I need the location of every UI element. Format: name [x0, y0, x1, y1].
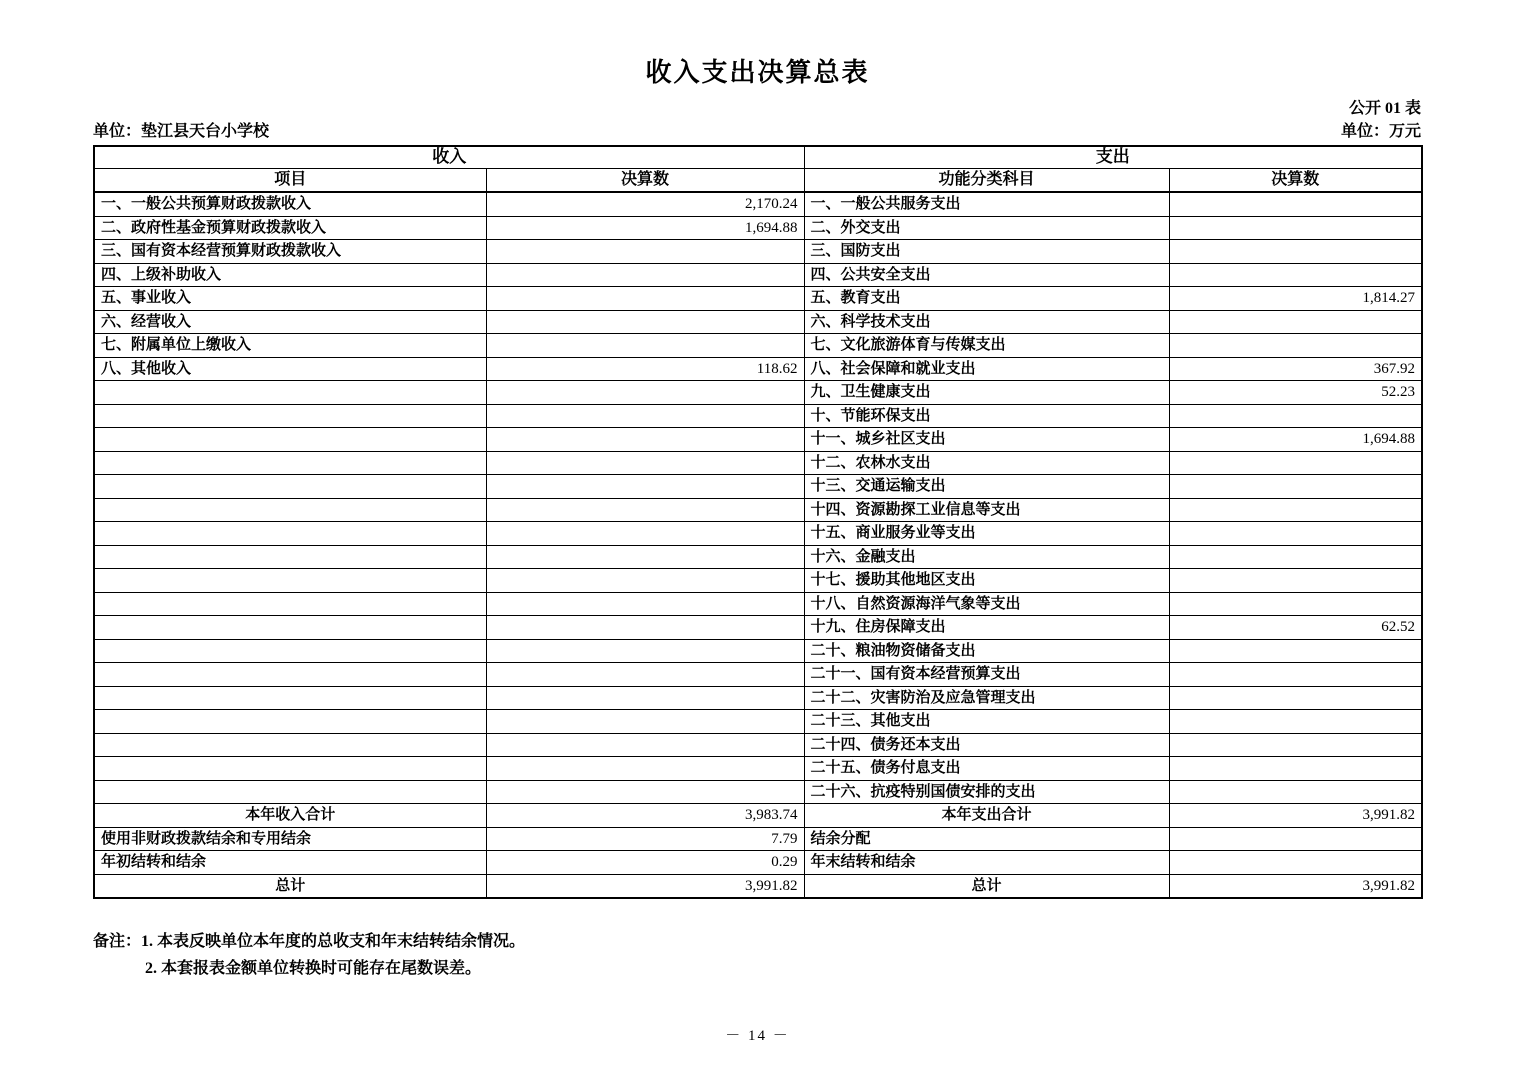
expense-item-cell: 十六、金融支出 — [804, 545, 1169, 569]
expense-item-cell: 十三、交通运输支出 — [804, 475, 1169, 499]
income-amount-cell — [486, 475, 804, 499]
section-header-row — [94, 146, 1422, 169]
table-row — [94, 592, 1422, 616]
income-item-cell — [94, 522, 486, 546]
unit-name: 单位：垫江县天台小学校 — [93, 123, 270, 140]
table-row — [94, 381, 1422, 405]
income-amount-cell — [486, 780, 804, 804]
expense-amount-cell — [1169, 639, 1422, 663]
income-amount-cell — [486, 686, 804, 710]
income-item-cell — [94, 404, 486, 428]
income-item-cell — [94, 639, 486, 663]
expense-amount-cell — [1169, 827, 1422, 851]
income-amount-cell — [486, 334, 804, 358]
table-row — [94, 451, 1422, 475]
table-row — [94, 240, 1422, 264]
expense-amount-cell: 3,991.82 — [1169, 804, 1422, 828]
income-item-cell — [94, 663, 486, 687]
notes — [93, 928, 525, 982]
expense-item-cell: 二十二、灾害防治及应急管理支出 — [804, 686, 1169, 710]
expense-item-cell: 十七、援助其他地区支出 — [804, 569, 1169, 593]
col-header-income-item: 项目 — [94, 169, 486, 193]
expense-item-cell: 结余分配 — [804, 827, 1169, 851]
income-item-cell — [94, 592, 486, 616]
income-amount-cell — [486, 263, 804, 287]
income-item-cell: 四、上级补助收入 — [94, 263, 486, 287]
unit-currency: 单位：万元 — [1340, 123, 1421, 140]
expense-item-cell: 十四、资源勘探工业信息等支出 — [804, 498, 1169, 522]
expense-amount-cell — [1169, 263, 1422, 287]
expense-item-cell: 二十三、其他支出 — [804, 710, 1169, 734]
expense-section-header: 支出 — [804, 146, 1422, 169]
income-item-cell — [94, 428, 486, 452]
expense-amount-cell — [1169, 310, 1422, 334]
income-amount-cell — [486, 451, 804, 475]
income-amount-cell — [486, 240, 804, 264]
income-section-header: 收入 — [94, 146, 804, 169]
income-amount-cell — [486, 310, 804, 334]
income-amount-cell — [486, 733, 804, 757]
table-row — [94, 522, 1422, 546]
table-row — [94, 404, 1422, 428]
expense-amount-cell — [1169, 851, 1422, 875]
table-row — [94, 216, 1422, 240]
income-item-cell: 年初结转和结余 — [94, 851, 486, 875]
expense-item-cell: 五、教育支出 — [804, 287, 1169, 311]
table-row — [94, 616, 1422, 640]
expense-amount-cell — [1169, 334, 1422, 358]
note-line-2: 2. 本套报表金额单位转换时可能存在尾数误差。 — [145, 960, 482, 978]
income-item-cell — [94, 757, 486, 781]
income-item-cell — [94, 686, 486, 710]
doc-label: 公开 01 表 — [1348, 100, 1421, 117]
income-item-cell: 三、国有资本经营预算财政拨款收入 — [94, 240, 486, 264]
income-item-cell — [94, 616, 486, 640]
income-item-cell: 八、其他收入 — [94, 357, 486, 381]
income-item-cell — [94, 710, 486, 734]
expense-item-cell: 二十、粮油物资储备支出 — [804, 639, 1169, 663]
table-row — [94, 710, 1422, 734]
table-row — [94, 780, 1422, 804]
income-amount-cell — [486, 381, 804, 405]
income-amount-cell: 3,983.74 — [486, 804, 804, 828]
table-row — [94, 874, 1422, 898]
table-row — [94, 663, 1422, 687]
income-item-cell — [94, 733, 486, 757]
expense-item-cell: 二十五、债务付息支出 — [804, 757, 1169, 781]
expense-item-cell: 六、科学技术支出 — [804, 310, 1169, 334]
expense-amount-cell: 3,991.82 — [1169, 874, 1422, 898]
expense-item-cell: 三、国防支出 — [804, 240, 1169, 264]
income-item-cell: 一、一般公共预算财政拨款收入 — [94, 192, 486, 216]
expense-amount-cell — [1169, 240, 1422, 264]
expense-amount-cell — [1169, 686, 1422, 710]
table-row — [94, 263, 1422, 287]
income-item-cell — [94, 475, 486, 499]
table-row — [94, 757, 1422, 781]
expense-amount-cell: 1,694.88 — [1169, 428, 1422, 452]
income-amount-cell — [486, 545, 804, 569]
expense-item-cell: 十一、城乡社区支出 — [804, 428, 1169, 452]
table-body — [94, 192, 1422, 898]
expense-item-cell: 二、外交支出 — [804, 216, 1169, 240]
unit-row — [93, 118, 1421, 141]
table-row — [94, 851, 1422, 875]
income-amount-cell — [486, 757, 804, 781]
expense-item-cell: 十八、自然资源海洋气象等支出 — [804, 592, 1169, 616]
expense-amount-cell: 52.23 — [1169, 381, 1422, 405]
table-row — [94, 498, 1422, 522]
income-amount-cell: 118.62 — [486, 357, 804, 381]
expense-amount-cell — [1169, 522, 1422, 546]
income-amount-cell — [486, 428, 804, 452]
expense-amount-cell: 367.92 — [1169, 357, 1422, 381]
table-row — [94, 310, 1422, 334]
expense-item-cell: 二十六、抗疫特别国债安排的支出 — [804, 780, 1169, 804]
income-amount-cell: 1,694.88 — [486, 216, 804, 240]
table-row — [94, 475, 1422, 499]
income-amount-cell — [486, 639, 804, 663]
expense-amount-cell — [1169, 569, 1422, 593]
income-item-cell: 总计 — [94, 874, 486, 898]
table-row — [94, 569, 1422, 593]
expense-item-cell: 二十一、国有资本经营预算支出 — [804, 663, 1169, 687]
income-amount-cell — [486, 404, 804, 428]
col-header-expense-amount: 决算数 — [1169, 169, 1422, 193]
table-row — [94, 287, 1422, 311]
expense-item-cell: 总计 — [804, 874, 1169, 898]
table-row — [94, 545, 1422, 569]
income-item-cell — [94, 545, 486, 569]
expense-amount-cell: 1,814.27 — [1169, 287, 1422, 311]
expense-item-cell: 十五、商业服务业等支出 — [804, 522, 1169, 546]
expense-amount-cell — [1169, 592, 1422, 616]
income-item-cell — [94, 569, 486, 593]
income-item-cell — [94, 780, 486, 804]
table-row — [94, 827, 1422, 851]
expense-item-cell: 年末结转和结余 — [804, 851, 1169, 875]
expense-amount-cell: 62.52 — [1169, 616, 1422, 640]
expense-amount-cell — [1169, 757, 1422, 781]
income-item-cell — [94, 381, 486, 405]
expense-item-cell: 一、一般公共服务支出 — [804, 192, 1169, 216]
income-item-cell: 五、事业收入 — [94, 287, 486, 311]
income-amount-cell — [486, 569, 804, 593]
expense-amount-cell — [1169, 733, 1422, 757]
expense-amount-cell — [1169, 710, 1422, 734]
income-amount-cell: 3,991.82 — [486, 874, 804, 898]
note-line-1: 备注：1. 本表反映单位本年度的总收支和年末结转结余情况。 — [93, 933, 526, 950]
table-row — [94, 357, 1422, 381]
income-amount-cell: 7.79 — [486, 827, 804, 851]
expense-item-cell: 七、文化旅游体育与传媒支出 — [804, 334, 1169, 358]
column-header-row — [94, 169, 1422, 193]
expense-item-cell: 二十四、债务还本支出 — [804, 733, 1169, 757]
income-item-cell: 七、附属单位上缴收入 — [94, 334, 486, 358]
expense-amount-cell — [1169, 498, 1422, 522]
expense-item-cell: 十二、农林水支出 — [804, 451, 1169, 475]
expense-amount-cell — [1169, 192, 1422, 216]
income-amount-cell — [486, 287, 804, 311]
expense-amount-cell — [1169, 545, 1422, 569]
income-amount-cell — [486, 616, 804, 640]
table-row — [94, 733, 1422, 757]
income-amount-cell — [486, 663, 804, 687]
expense-amount-cell — [1169, 475, 1422, 499]
expense-item-cell: 本年支出合计 — [804, 804, 1169, 828]
income-item-cell: 本年收入合计 — [94, 804, 486, 828]
budget-summary-table — [93, 145, 1423, 899]
income-amount-cell — [486, 592, 804, 616]
page-number: － 14 － — [725, 1028, 790, 1044]
table-row — [94, 804, 1422, 828]
income-amount-cell: 0.29 — [486, 851, 804, 875]
table-row — [94, 334, 1422, 358]
income-item-cell: 六、经营收入 — [94, 310, 486, 334]
table-row — [94, 428, 1422, 452]
expense-amount-cell — [1169, 404, 1422, 428]
table-row — [94, 192, 1422, 216]
table-row — [94, 639, 1422, 663]
expense-amount-cell — [1169, 663, 1422, 687]
expense-item-cell: 十、节能环保支出 — [804, 404, 1169, 428]
expense-amount-cell — [1169, 780, 1422, 804]
expense-item-cell: 八、社会保障和就业支出 — [804, 357, 1169, 381]
expense-item-cell: 十九、住房保障支出 — [804, 616, 1169, 640]
income-amount-cell — [486, 522, 804, 546]
income-item-cell — [94, 498, 486, 522]
expense-item-cell: 九、卫生健康支出 — [804, 381, 1169, 405]
col-header-income-amount: 决算数 — [486, 169, 804, 193]
col-header-expense-item: 功能分类科目 — [804, 169, 1169, 193]
income-amount-cell — [486, 710, 804, 734]
page-title: 收入支出决算总表 — [645, 58, 870, 87]
table-row — [94, 686, 1422, 710]
income-item-cell: 二、政府性基金预算财政拨款收入 — [94, 216, 486, 240]
income-amount-cell — [486, 498, 804, 522]
expense-amount-cell — [1169, 216, 1422, 240]
expense-item-cell: 四、公共安全支出 — [804, 263, 1169, 287]
income-amount-cell: 2,170.24 — [486, 192, 804, 216]
income-item-cell — [94, 451, 486, 475]
expense-amount-cell — [1169, 451, 1422, 475]
income-item-cell: 使用非财政拨款结余和专用结余 — [94, 827, 486, 851]
